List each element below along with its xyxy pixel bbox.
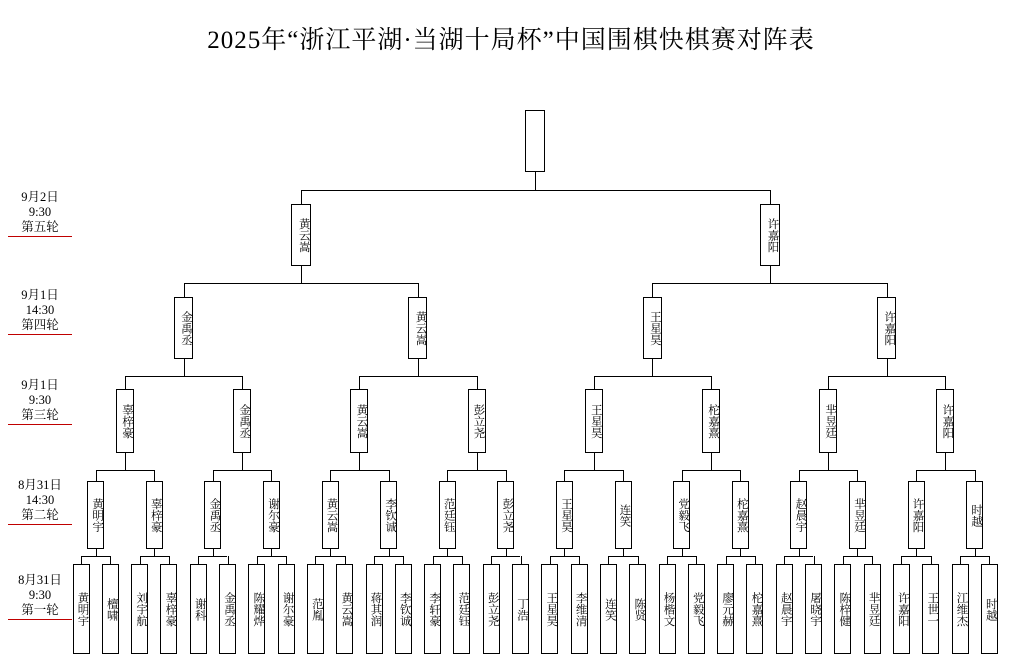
round4-time: 14:30 [25,303,55,317]
round1-name: 第一轮 [8,603,72,620]
bracket-connector [418,359,419,376]
bracket-connector [140,556,141,564]
bracket-connector [711,453,712,470]
bracket-connector [682,549,683,556]
bracket-connector [359,453,360,470]
bracket-connector [550,556,579,557]
bracket-connector [667,556,696,557]
bracket-connector [140,556,169,557]
bracket-connector [828,376,945,377]
player-box-round3-2: 金禹丞 [233,389,251,453]
bracket-connector [506,470,507,481]
bracket-connector [667,556,668,564]
bracket-connector [169,556,170,564]
bracket-connector [711,376,712,389]
player-box-round2-16: 时越 [966,481,983,549]
bracket-connector [623,470,624,481]
player-box-round2-6: 李钦诚 [380,481,397,549]
bracket-connector [594,453,595,470]
bracket-connector [286,556,287,564]
bracket-connector [271,549,272,556]
bracket-connector [198,556,227,557]
bracket-connector [799,470,800,481]
bracket-connector [345,556,346,564]
player-box-round1-26: 屠晓宇 [805,564,822,654]
bracket-connector [184,283,185,297]
round3-time: 9:30 [28,393,52,407]
bracket-connector [125,376,126,389]
player-box-round1-2: 檀啸 [102,564,119,654]
player-box-round1-1: 黄明宇 [73,564,90,654]
bracket-connector [931,556,932,564]
player-box-round2-11: 党毅飞 [673,481,690,549]
bracket-connector [403,556,404,564]
round1-time: 9:30 [28,588,52,602]
player-box-round3-3: 黄云嵩 [350,389,368,453]
bracket-connector [257,556,286,557]
bracket-connector [242,376,243,389]
bracket-connector [770,190,771,204]
bracket-connector [594,376,595,389]
bracket-connector [594,376,711,377]
bracket-connector [623,549,624,556]
player-box-round1-21: 杨楷文 [659,564,676,654]
player-box-round3-8: 许嘉阳 [936,389,954,453]
bracket-connector [843,556,844,564]
bracket-connector [330,470,389,471]
player-box-round2-15: 许嘉阳 [908,481,925,549]
round3-name: 第三轮 [8,408,72,425]
player-box-round1-32: 时越 [981,564,998,654]
bracket-connector [975,470,976,481]
player-box-round1-29: 许嘉阳 [893,564,910,654]
player-box-round1-15: 彭立尧 [483,564,500,654]
player-box-round1-18: 李维清 [571,564,588,654]
bracket-connector [125,376,242,377]
bracket-connector [564,549,565,556]
round5-name: 第五轮 [8,220,72,237]
bracket-connector [726,556,755,557]
bracket-connector [301,190,302,204]
bracket-connector [154,470,155,481]
bracket-connector [682,470,683,481]
bracket-connector [433,556,434,564]
bracket-connector [652,359,653,376]
bracket-connector [564,470,623,471]
bracket-connector [257,556,258,564]
player-box-round2-9: 王星昊 [556,481,573,549]
bracket-connector [447,470,506,471]
round3-date: 9月1日 [21,378,59,392]
bracket-connector [799,549,800,556]
bracket-connector [740,549,741,556]
bracket-connector [462,556,463,564]
player-box-round4-2: 黄云嵩 [408,297,427,359]
player-box-round2-3: 金禹丞 [204,481,221,549]
player-box-round1-3: 刘宇航 [131,564,148,654]
bracket-connector [96,549,97,556]
player-box-round3-5: 王星昊 [585,389,603,453]
bracket-connector [96,470,155,471]
player-box-round1-27: 陈梓健 [834,564,851,654]
player-box-round2-12: 柁嘉熹 [732,481,749,549]
round2-date: 8月31日 [18,478,62,492]
player-box-round1-31: 江维杰 [952,564,969,654]
bracket-connector [154,549,155,556]
player-box-round1-11: 蒋其润 [366,564,383,654]
player-box-round1-13: 李轩豪 [424,564,441,654]
bracket-connector [960,556,961,564]
player-box-round2-1: 黄明宇 [87,481,104,549]
player-box-round1-20: 陈贤 [629,564,646,654]
player-box-round1-19: 连笑 [600,564,617,654]
champion-box [525,110,545,172]
player-box-round1-9: 范胤 [307,564,324,654]
bracket-connector [418,283,419,297]
bracket-connector [652,283,886,284]
bracket-connector [843,556,872,557]
player-box-round1-30: 王世一 [922,564,939,654]
bracket-connector [198,556,199,564]
bracket-connector [784,556,813,557]
bracket-connector [389,470,390,481]
bracket-connector [447,470,448,481]
round-label-1 [8,573,72,620]
bracket-connector [506,549,507,556]
bracket-connector [125,453,126,470]
bracket-connector [184,359,185,376]
bracket-connector [828,453,829,470]
player-box-round1-17: 王星昊 [541,564,558,654]
bracket-connector [213,470,272,471]
bracket-connector [579,556,580,564]
bracket-connector [315,556,316,564]
bracket-connector [916,470,917,481]
player-box-round1-22: 党毅飞 [688,564,705,654]
bracket-connector [755,556,756,564]
player-box-round2-13: 赵晨宇 [790,481,807,549]
bracket-connector [477,376,478,389]
bracket-connector [887,283,888,297]
bracket-connector [359,376,476,377]
bracket-connector [857,470,858,481]
player-box-round2-7: 范廷钰 [439,481,456,549]
bracket-connector [814,556,815,564]
player-box-round1-7: 陈耀烨 [248,564,265,654]
player-box-round1-12: 李钦诚 [395,564,412,654]
player-box-round1-28: 芈昱廷 [864,564,881,654]
bracket-connector [96,470,97,481]
round4-name: 第四轮 [8,318,72,335]
bracket-connector [652,283,653,297]
bracket-connector [960,556,989,557]
bracket-connector [491,556,492,564]
bracket-connector [81,556,82,564]
bracket-connector [975,549,976,556]
bracket-connector [887,359,888,376]
bracket-connector [916,470,975,471]
bracket-connector [81,556,110,557]
bracket-connector [301,190,770,191]
round-label-2 [8,478,72,525]
player-box-round2-14: 芈昱廷 [849,481,866,549]
bracket-connector [799,470,858,471]
bracket-connector [857,549,858,556]
player-box-round1-24: 柁嘉熹 [746,564,763,654]
player-box-round3-6: 柁嘉熹 [702,389,720,453]
bracket-connector [213,470,214,481]
bracket-connector [535,172,536,190]
bracket-connector [330,549,331,556]
bracket-connector [901,556,902,564]
bracket-connector [374,556,375,564]
bracket-connector [740,470,741,481]
bracket-connector [447,549,448,556]
player-box-round4-3: 王星昊 [643,297,662,359]
bracket-connector [521,556,522,564]
player-box-round3-7: 芈昱廷 [819,389,837,453]
bracket-connector [315,556,344,557]
bracket-connector [989,556,990,564]
player-box-round5-1: 黄云嵩 [291,204,311,266]
player-box-round4-4: 许嘉阳 [877,297,896,359]
round1-date: 8月31日 [18,573,62,587]
player-box-round2-2: 辜梓豪 [146,481,163,549]
player-box-round1-10: 黄云嵩 [336,564,353,654]
player-box-round5-2: 许嘉阳 [760,204,780,266]
round2-name: 第二轮 [8,508,72,525]
bracket-connector [564,470,565,481]
player-box-round1-25: 赵晨宇 [776,564,793,654]
bracket-connector [433,556,462,557]
bracket-connector [213,549,214,556]
player-box-round1-14: 范廷钰 [453,564,470,654]
bracket-connector [301,266,302,283]
player-box-round2-10: 连笑 [615,481,632,549]
bracket-connector [228,556,229,564]
round-label-3 [8,378,72,425]
player-box-round2-4: 谢尔豪 [263,481,280,549]
player-box-round1-16: 丁浩 [512,564,529,654]
bracket-connector [271,470,272,481]
round-label-4 [8,288,72,335]
player-box-round3-4: 彭立尧 [468,389,486,453]
bracket-connector [770,266,771,283]
bracket-connector [608,556,609,564]
bracket-connector [916,549,917,556]
round2-time: 14:30 [25,493,55,507]
bracket-connector [242,453,243,470]
bracket-connector [359,376,360,389]
player-box-round1-5: 谢科 [190,564,207,654]
bracket-connector [682,470,741,471]
player-box-round2-5: 黄云嵩 [322,481,339,549]
bracket-connector [726,556,727,564]
bracket-connector [872,556,873,564]
round5-date: 9月2日 [21,190,59,204]
player-box-round1-4: 辜梓豪 [160,564,177,654]
player-box-round1-23: 廖元赫 [717,564,734,654]
bracket-connector [491,556,520,557]
player-box-round4-1: 金禹丞 [174,297,193,359]
player-box-round2-8: 彭立尧 [497,481,514,549]
bracket-connector [389,549,390,556]
player-box-round1-8: 谢尔豪 [278,564,295,654]
bracket-connector [184,283,418,284]
round-label-5 [8,190,72,237]
round5-time: 9:30 [28,205,52,219]
bracket-connector [477,453,478,470]
page-title: 2025年“浙江平湖·当湖十局杯”中国围棋快棋赛对阵表 [207,27,815,54]
bracket-connector [550,556,551,564]
player-box-round1-6: 金禹丞 [219,564,236,654]
bracket-connector [696,556,697,564]
bracket-connector [374,556,403,557]
bracket-connector [110,556,111,564]
bracket-connector [945,376,946,389]
bracket-connector [330,470,331,481]
bracket-connector [608,556,637,557]
bracket-connector [945,453,946,470]
bracket-connector [901,556,930,557]
bracket-connector [828,376,829,389]
player-box-round3-1: 辜梓豪 [116,389,134,453]
round4-date: 9月1日 [21,288,59,302]
bracket-connector [638,556,639,564]
bracket-connector [784,556,785,564]
